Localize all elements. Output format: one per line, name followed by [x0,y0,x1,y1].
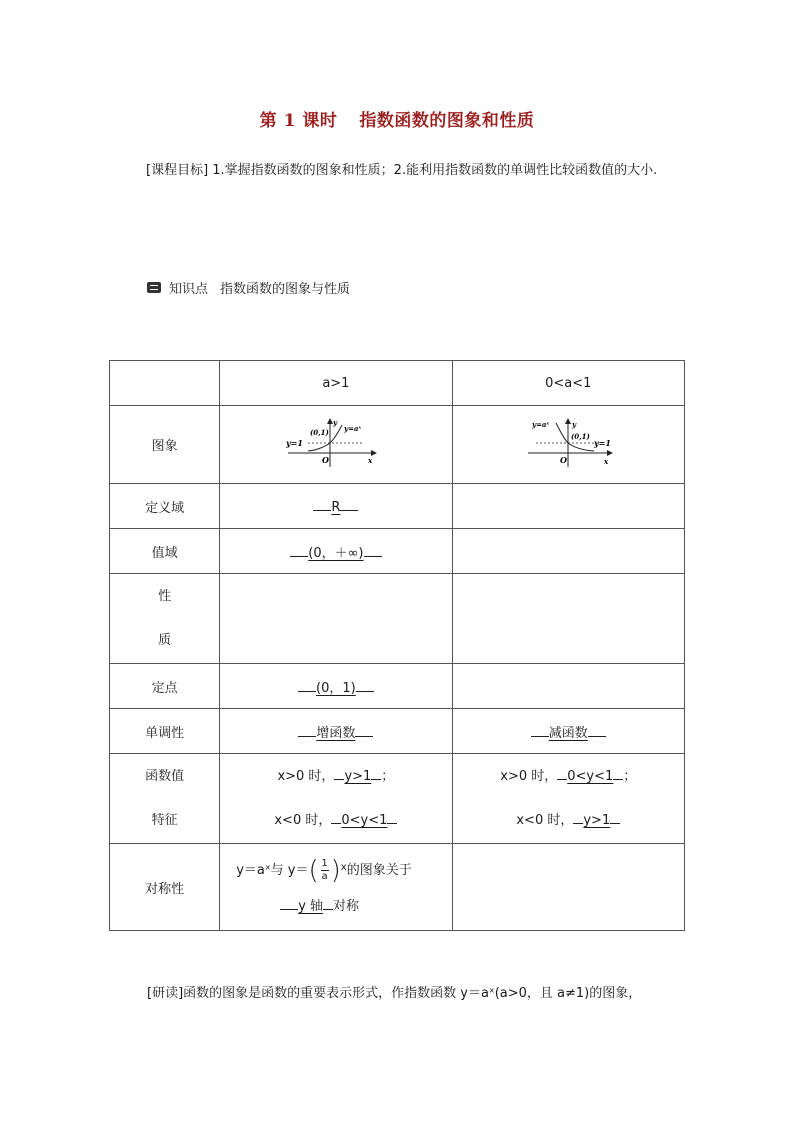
symmetry-a-lt-1 [452,844,684,931]
x-axis-label: x [604,456,609,466]
header-empty-cell [110,361,220,406]
origin-label: O [560,454,568,465]
fixed-point-a-gt-1: (0，1) [220,664,452,709]
properties-table [109,360,685,931]
fixed-point-a-lt-1 [452,664,684,709]
table-row [110,484,685,529]
values-a-lt-1: x>0 时， 0<y<1 ； x<0 时， y>1 [452,754,684,844]
row-label-graph: 图象 [110,406,220,484]
graph-a-gt-1 [286,417,386,469]
table-row [110,709,685,754]
func-label: y=aˣ [343,423,361,433]
row-label-monotonic: 单调性 [110,709,220,754]
fraction: $\frac{1}{a}$ [321,857,328,882]
point-label: (0,1) [309,427,329,437]
symmetry-a-gt-1: y＝aˣ与 y＝( $\frac{1}{a}$ )$^x$的图象关于 y 轴 对称 [220,844,452,931]
y-axis-label: y [572,419,577,429]
page-title [0,106,794,131]
domain-a-gt-1: R [220,484,452,529]
lesson-number: 第 1 课时 [259,111,338,131]
lesson-title: 指数函数的图象和性质 [359,111,535,131]
header-a-lt-1: 0<a<1 [452,361,684,406]
table-row [110,754,685,844]
table-row [110,844,685,931]
values-a-gt-1: x>0 时， y>1 ； x<0 时， 0<y<1 [220,754,452,844]
graph-a-lt-1 [518,417,618,469]
row-label-domain: 定义域 [110,484,220,529]
table-row [110,529,685,574]
row-label-symmetry: 对称性 [110,844,220,931]
graph-a-lt-1-cell [452,406,684,484]
knowledge-point-topic: 指数函数的图象与性质 [220,282,351,297]
row-label-fixed-point: 定点 [110,664,220,709]
properties-a-gt-1 [220,574,452,664]
row-label-properties: 性 质 [110,574,220,664]
knowledge-point-icon [147,282,161,293]
hline-label: y=1 [594,437,612,448]
monotonic-a-lt-1: 减函数 [452,709,684,754]
reading-paragraph: [研读]函数的图象是函数的重要表示形式，作指数函数 y＝aˣ(a>0，且 a≠1)的图象， [147,986,642,1001]
knowledge-point-heading [147,278,350,297]
range-a-gt-1: (0，＋∞) [220,529,452,574]
monotonic-a-gt-1: 增函数 [220,709,452,754]
row-label-range: 值域 [110,529,220,574]
table-row [110,361,685,406]
graph-a-gt-1-cell [220,406,452,484]
properties-a-lt-1 [452,574,684,664]
domain-a-lt-1 [452,484,684,529]
hline-label: y=1 [285,437,303,448]
func-label: y=aˣ [532,419,550,429]
point-label: (0,1) [571,431,591,441]
header-a-gt-1: a>1 [220,361,452,406]
row-label-values: 函数值 特征 [110,754,220,844]
range-a-lt-1 [452,529,684,574]
knowledge-point-label: 知识点 [169,282,209,297]
origin-label: O [321,454,329,465]
y-axis-label: y [332,417,337,427]
course-goal: [课程目标] 1.掌握指数函数的图象和性质；2.能利用指数函数的单调性比较函数值的大小. [146,163,658,178]
table-row [110,406,685,484]
table-row [110,574,685,664]
x-axis-label: x [367,455,373,465]
table-row [110,664,685,709]
